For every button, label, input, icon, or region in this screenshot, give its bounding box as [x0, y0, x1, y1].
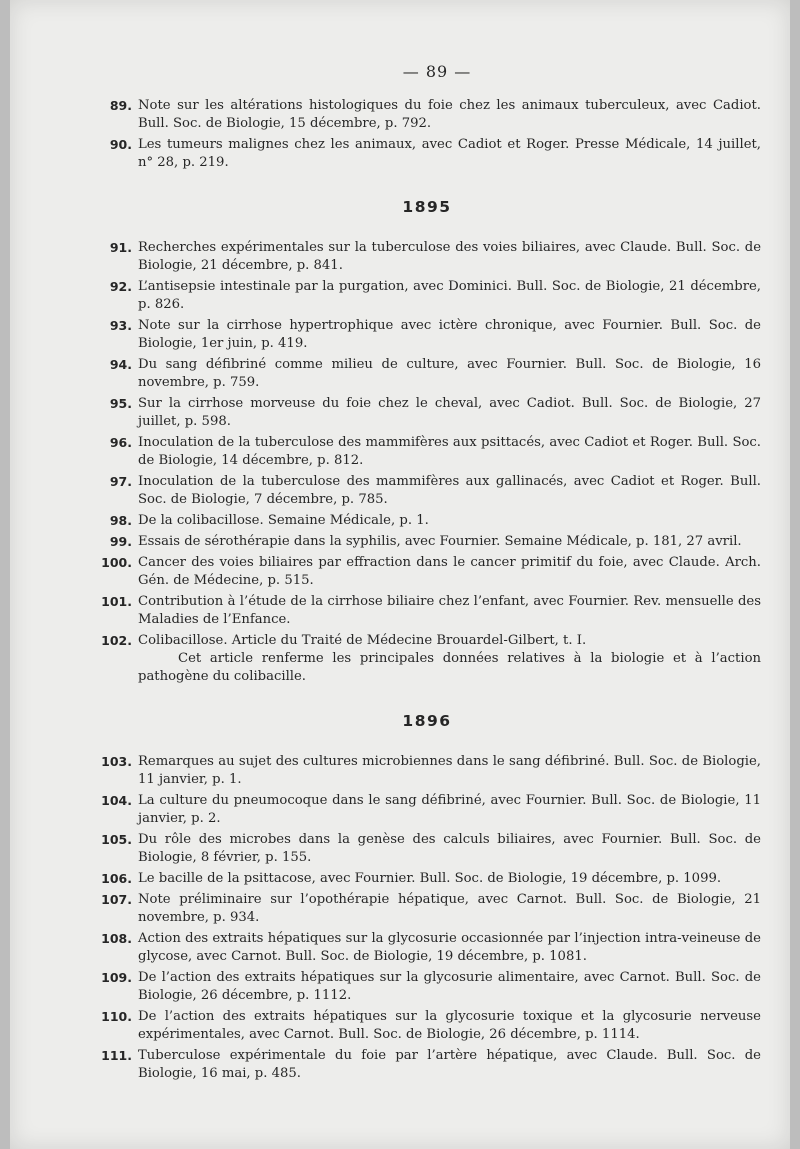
entry-number: 109.	[101, 970, 132, 985]
page-number: — 89 —	[402, 62, 472, 81]
entry-number: 98.	[109, 513, 132, 528]
entry-text: Note sur les altérations histologiques du foie chez les animaux tuberculeux, avec Cadiot. Bull. Soc. de Biologie, 15 décembre, p. 792.	[138, 98, 761, 131]
entry-text: Tuberculose expérimentale du foie par l’artère hépatique, avec Claude. Bull. Soc. de Biologie, 16 mai, p. 485.	[138, 1048, 761, 1081]
bibliography-entry	[93, 434, 761, 470]
section-1896	[93, 753, 761, 1083]
bibliography-entry	[93, 969, 761, 1005]
section-1895	[93, 239, 761, 686]
entry-number: 99.	[109, 534, 132, 549]
bibliography-entry	[93, 792, 761, 828]
entry-number: 106.	[101, 871, 132, 886]
entry-number: 90.	[109, 137, 132, 152]
bibliography-entry	[93, 831, 761, 867]
bibliography-entry	[93, 870, 761, 888]
entry-number: 101.	[101, 594, 132, 609]
bibliography-entry	[93, 593, 761, 629]
entry-text: Contribution à l’étude de la cirrhose biliaire chez l’enfant, avec Fournier. Rev. mensuelle des Maladies de l’Enfance.	[138, 594, 761, 627]
bibliography-entry	[93, 533, 761, 551]
entry-text: La culture du pneumocoque dans le sang défibriné, avec Fournier. Bull. Soc. de Biologie, 11 janvier, p. 2.	[138, 793, 761, 826]
entry-number: 107.	[101, 892, 132, 907]
bibliography-entry	[93, 136, 761, 172]
entry-number: 104.	[101, 793, 132, 808]
bibliography-entry	[93, 356, 761, 392]
entry-text: Le bacille de la psittacose, avec Fournier. Bull. Soc. de Biologie, 19 décembre, p. 1099.	[138, 871, 722, 886]
entry-number: 92.	[109, 279, 132, 294]
entry-text: L’antisepsie intestinale par la purgation, avec Dominici. Bull. Soc. de Biologie, 21 décembre, p. 826.	[138, 279, 761, 312]
entry-number: 103.	[101, 754, 132, 769]
entry-number: 97.	[109, 474, 132, 489]
entry-text: Inoculation de la tuberculose des mammifères aux psittacés, avec Cadiot et Roger. Bull. Soc. de Biologie, 14 décembre, p. 812.	[138, 435, 761, 468]
entry-number: 111.	[101, 1048, 132, 1063]
bibliography-entry	[93, 930, 761, 966]
entry-text: Inoculation de la tuberculose des mammifères aux gallinacés, avec Cadiot et Roger. Bull. Soc. de Biologie, 7 décembre, p. 785.	[138, 474, 761, 507]
bibliography-entry	[93, 891, 761, 927]
entry-number: 91.	[109, 240, 132, 255]
section-continuation	[93, 97, 761, 172]
entry-number: 110.	[101, 1009, 132, 1024]
entry-text: Note préliminaire sur l’opothérapie hépatique, avec Carnot. Bull. Soc. de Biologie, 21 novembre, p. 934.	[138, 892, 761, 925]
entry-text: Du rôle des microbes dans la genèse des calculs biliaires, avec Fournier. Bull. Soc. de Biologie, 8 février, p. 155.	[138, 832, 761, 865]
entry-text: Du sang défibriné comme milieu de culture, avec Fournier. Bull. Soc. de Biologie, 16 novembre, p. 759.	[138, 357, 761, 390]
entry-note: Cet article renferme les principales données relatives à la biologie et à l’action pathogène du colibacille.	[138, 651, 761, 684]
entry-number: 95.	[109, 396, 132, 411]
bibliography-entry	[93, 97, 761, 133]
document-page	[10, 0, 790, 1149]
entry-number: 89.	[109, 98, 132, 113]
entry-number: 94.	[109, 357, 132, 372]
entry-text: Colibacillose. Article du Traité de Médecine Brouardel-Gilbert, t. I.	[138, 633, 587, 648]
entry-number: 102.	[101, 633, 132, 648]
entry-text: Les tumeurs malignes chez les animaux, avec Cadiot et Roger. Presse Médicale, 14 juillet, n° 28, p. 219.	[138, 137, 761, 170]
entry-text: De l’action des extraits hépatiques sur la glycosurie alimentaire, avec Carnot. Bull. Soc. de Biologie, 26 décembre, p. 1112.	[138, 970, 761, 1003]
entry-text: Recherches expérimentales sur la tuberculose des voies biliaires, avec Claude. Bull. Soc. de Biologie, 21 décembre, p. 841.	[138, 240, 761, 273]
bibliography-entry	[93, 1008, 761, 1044]
bibliography-entry	[93, 1047, 761, 1083]
bibliography-entry	[93, 554, 761, 590]
bibliography-entry	[93, 632, 761, 650]
entry-number: 96.	[109, 435, 132, 450]
bibliography-entry	[93, 278, 761, 314]
bibliography-entry	[93, 317, 761, 353]
entry-text: De la colibacillose. Semaine Médicale, p. 1.	[138, 513, 429, 528]
bibliography-entry	[93, 239, 761, 275]
entry-text: Remarques au sujet des cultures microbiennes dans le sang défibriné. Bull. Soc. de Biologie, 11 janvier, p. 1.	[138, 754, 761, 787]
year-heading-1895: 1895	[402, 198, 452, 216]
entry-text: Note sur la cirrhose hypertrophique avec ictère chronique, avec Fournier. Bull. Soc. de Biologie, 1er juin, p. 419.	[138, 318, 761, 351]
entry-number: 100.	[101, 555, 132, 570]
bibliography-entry	[93, 473, 761, 509]
entry-number: 108.	[101, 931, 132, 946]
entry-number: 93.	[109, 318, 132, 333]
entry-text: Sur la cirrhose morveuse du foie chez le cheval, avec Cadiot. Bull. Soc. de Biologie, 27 juillet, p. 598.	[138, 396, 761, 429]
bibliography-entry	[93, 395, 761, 431]
page-content	[93, 62, 761, 1086]
entry-text: De l’action des extraits hépatiques sur la glycosurie toxique et la glycosurie nerveuse expérimentales, avec Carnot. Bull. Soc. de Biologie, 26 décembre, p. 1114.	[138, 1009, 761, 1042]
year-heading-1896: 1896	[402, 712, 452, 730]
bibliography-entry	[93, 753, 761, 789]
entry-text: Action des extraits hépatiques sur la glycosurie occasionnée par l’injection intra-veineuse de glycose, avec Carnot. Bull. Soc. de Biologie, 19 décembre, p. 1081.	[138, 931, 761, 964]
entry-text: Cancer des voies biliaires par effraction dans le cancer primitif du foie, avec Claude. Arch. Gén. de Médecine, p. 515.	[138, 555, 761, 588]
bibliography-entry	[93, 512, 761, 530]
entry-text: Essais de sérothérapie dans la syphilis, avec Fournier. Semaine Médicale, p. 181, 27 avril.	[138, 534, 742, 549]
entry-number: 105.	[101, 832, 132, 847]
